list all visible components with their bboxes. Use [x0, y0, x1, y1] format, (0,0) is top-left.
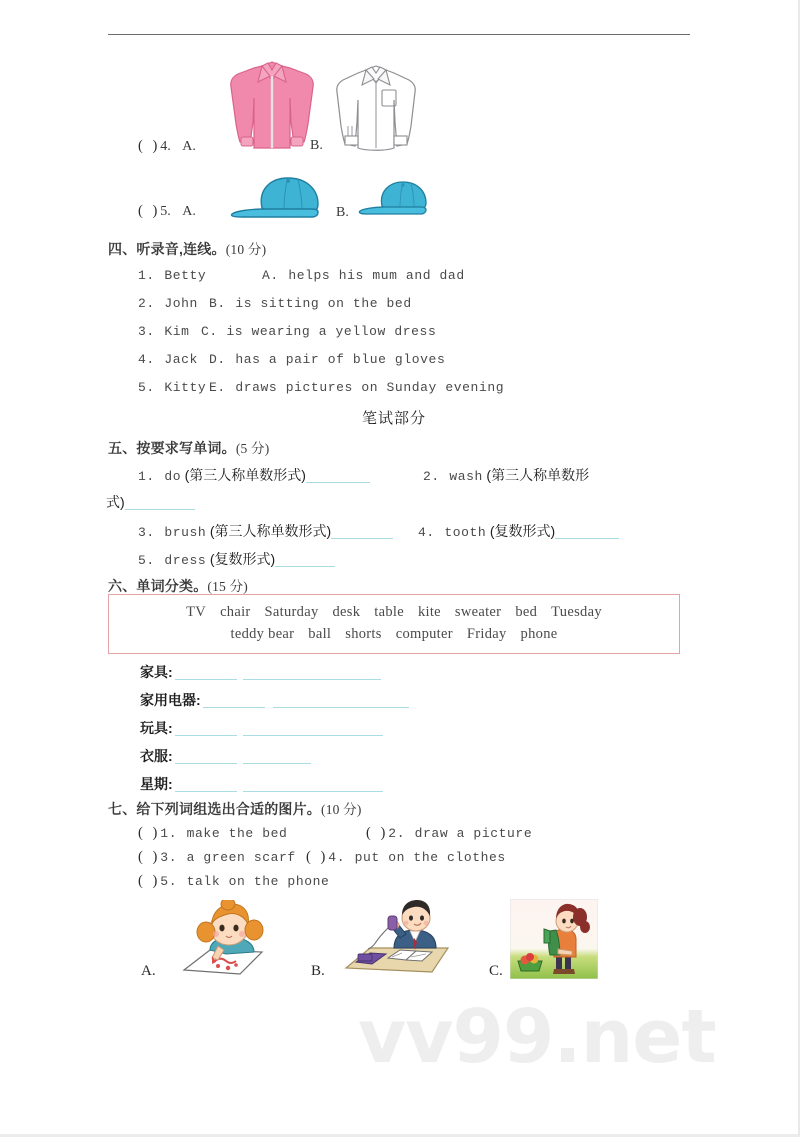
item-word: do	[164, 469, 182, 484]
section-5-item-1	[138, 465, 370, 485]
man-on-phone-at-desk-icon	[336, 898, 456, 978]
listening-q5-option-b-label[interactable]: B.	[336, 205, 349, 220]
answer-blank[interactable]	[331, 525, 393, 539]
answer-bracket[interactable]: ( )	[366, 825, 389, 841]
item-number: 5.	[160, 874, 178, 889]
listening-q5-number: 5.	[160, 204, 171, 219]
match-left-name[interactable]: John	[164, 296, 198, 311]
section-5-item-4	[418, 521, 619, 541]
word-bank-box	[108, 594, 680, 654]
match-right-letter[interactable]: B.	[209, 296, 226, 311]
answer-blank[interactable]	[175, 778, 237, 792]
item-hint: (第三人称单数形式)	[184, 467, 306, 483]
section-7-item-4	[306, 849, 506, 866]
pink-blouse-icon	[224, 52, 320, 156]
answer-blank[interactable]	[555, 525, 619, 539]
category-label: 家用电器:	[140, 692, 201, 708]
item-word: brush	[164, 525, 207, 540]
item-text[interactable]: make the bed	[186, 826, 288, 841]
section-7-title: 七、给下列词组选出合适的图片。	[108, 801, 321, 817]
category-appliances	[140, 690, 409, 710]
section-6-heading	[108, 575, 248, 596]
item-hint: (复数形式)	[209, 551, 276, 567]
match-left-number: 5.	[138, 380, 155, 395]
answer-blank[interactable]	[125, 496, 195, 510]
match-right-text[interactable]: draws pictures on Sunday evening	[235, 380, 505, 395]
section-4-heading	[108, 238, 266, 259]
category-label: 家具:	[140, 664, 173, 680]
answer-blank[interactable]	[243, 722, 383, 736]
listening-q4-option-b-label[interactable]: B.	[310, 138, 323, 153]
section-5-heading	[108, 437, 269, 458]
word-bank-word[interactable]: phone	[520, 626, 558, 642]
section-5-item-2-wrap	[106, 492, 195, 512]
item-hint-wrap: 式)	[106, 494, 125, 510]
match-left-number: 3.	[138, 324, 155, 339]
match-row	[138, 380, 206, 396]
section-5-item-3	[138, 521, 393, 541]
white-shirt-icon	[330, 56, 422, 156]
item-number: 1.	[160, 826, 178, 841]
word-bank-word[interactable]: shorts	[345, 626, 382, 642]
item-text[interactable]: a green scarf	[186, 850, 296, 865]
section-7-item-1	[138, 825, 287, 842]
answer-blank[interactable]	[175, 666, 237, 680]
match-left-name[interactable]: Jack	[164, 352, 198, 367]
section-5-item-2	[423, 465, 589, 485]
blue-cap-large-icon	[226, 172, 330, 220]
match-row	[138, 352, 198, 368]
header-divider	[108, 34, 690, 35]
answer-blank[interactable]	[243, 778, 383, 792]
item-number: 5.	[138, 553, 155, 568]
match-right-cell	[209, 380, 504, 396]
match-left-number: 2.	[138, 296, 155, 311]
answer-blank[interactable]	[243, 666, 381, 680]
section-7-item-5	[138, 873, 329, 890]
category-label: 衣服:	[140, 748, 173, 764]
match-right-letter[interactable]: A.	[262, 268, 279, 283]
picture-option-b-label[interactable]: B.	[311, 963, 325, 979]
match-left-name[interactable]: Kitty	[164, 380, 207, 395]
category-weekdays	[140, 774, 383, 794]
match-right-letter[interactable]: E.	[209, 380, 226, 395]
word-bank-word[interactable]: computer	[395, 626, 453, 642]
watermark: vv99.net	[358, 994, 716, 1080]
item-number: 2.	[423, 469, 440, 484]
section-4-score: (10 分)	[225, 242, 267, 257]
item-number: 4.	[328, 850, 346, 865]
item-number: 3.	[138, 525, 155, 540]
item-text[interactable]: draw a picture	[414, 826, 533, 841]
listening-q4-bracket[interactable]: ( )	[138, 138, 161, 154]
match-right-cell	[201, 324, 436, 340]
listening-q4-number: 4.	[160, 139, 171, 154]
answer-blank[interactable]	[273, 694, 409, 708]
match-row	[138, 296, 198, 312]
match-right-text[interactable]: is wearing a yellow dress	[226, 324, 437, 339]
answer-bracket[interactable]: ( )	[138, 873, 161, 889]
girl-drawing-picture-icon	[166, 900, 276, 978]
match-right-cell	[262, 268, 465, 284]
word-bank-word[interactable]: ball	[308, 626, 332, 642]
answer-blank[interactable]	[203, 694, 265, 708]
category-label: 玩具:	[140, 720, 173, 736]
word-bank-word[interactable]: teddy bear	[230, 626, 295, 642]
answer-bracket[interactable]: ( )	[138, 825, 161, 841]
section-5-item-5	[138, 549, 335, 569]
match-right-cell	[209, 352, 445, 368]
match-left-name[interactable]: Betty	[164, 268, 207, 283]
match-left-number: 1.	[138, 268, 155, 283]
listening-q5-row	[138, 203, 196, 220]
item-text[interactable]: put on the clothes	[354, 850, 506, 865]
written-part-title: 笔试部分	[361, 410, 426, 427]
section-4-title: 四、听录音,连线。	[108, 241, 226, 257]
answer-blank[interactable]	[275, 553, 335, 567]
word-bank-line-1	[109, 601, 679, 623]
item-word: tooth	[444, 525, 487, 540]
item-number: 4.	[418, 525, 435, 540]
match-row	[138, 324, 190, 340]
picture-option-c-label[interactable]: C.	[489, 963, 503, 979]
match-right-text[interactable]: helps his mum and dad	[288, 268, 465, 283]
category-label: 星期:	[140, 776, 173, 792]
match-right-cell	[209, 296, 412, 312]
listening-q5-option-a-label[interactable]: A.	[182, 204, 196, 219]
item-number: 3.	[160, 850, 178, 865]
word-bank-word[interactable]: desk	[332, 604, 361, 620]
answer-blank[interactable]	[243, 750, 311, 764]
match-right-letter[interactable]: D.	[209, 352, 226, 367]
blue-cap-small-icon	[356, 178, 434, 220]
answer-blank[interactable]	[175, 750, 237, 764]
word-bank-word[interactable]: TV	[186, 604, 207, 620]
listening-q4-option-a-label[interactable]: A.	[182, 139, 196, 154]
word-bank-word[interactable]: table	[374, 604, 404, 620]
item-word: dress	[164, 553, 207, 568]
category-toys	[140, 718, 383, 738]
match-row	[138, 268, 206, 284]
item-hint: (第三人称单数形	[486, 467, 590, 483]
section-5-score: (5 分)	[235, 441, 270, 456]
listening-q4-row	[138, 138, 196, 155]
answer-blank[interactable]	[306, 469, 370, 483]
word-bank-word[interactable]: bed	[515, 604, 538, 620]
answer-bracket[interactable]: ( )	[138, 849, 161, 865]
section-7-score: (10 分)	[321, 802, 362, 817]
category-clothes	[140, 746, 311, 766]
section-7-item-3	[138, 849, 296, 866]
item-hint: (第三人称单数形式)	[209, 523, 332, 539]
item-number: 1.	[138, 469, 155, 484]
answer-bracket[interactable]: ( )	[306, 849, 329, 865]
word-bank-word[interactable]: chair	[220, 604, 251, 620]
girl-putting-on-sweater-icon	[510, 899, 598, 979]
section-6-title: 六、单词分类。	[108, 578, 208, 594]
section-7-heading	[108, 798, 362, 819]
category-furniture	[140, 662, 381, 682]
item-number: 2.	[388, 826, 406, 841]
section-5-title: 五、按要求写单词。	[108, 440, 236, 456]
picture-option-a-label[interactable]: A.	[141, 963, 156, 979]
match-left-number: 4.	[138, 352, 155, 367]
word-bank-word[interactable]: sweater	[454, 604, 502, 620]
match-right-letter[interactable]: C.	[201, 324, 218, 339]
word-bank-word[interactable]: kite	[417, 604, 441, 620]
section-7-item-2	[366, 825, 532, 842]
item-hint: (复数形式)	[489, 523, 556, 539]
word-bank-word[interactable]: Friday	[466, 626, 507, 642]
word-bank-line-2	[109, 623, 679, 645]
word-bank-word[interactable]: Tuesday	[551, 604, 602, 620]
match-right-text[interactable]: is sitting on the bed	[235, 296, 412, 311]
word-bank-word[interactable]: Saturday	[264, 604, 319, 620]
match-right-text[interactable]: has a pair of blue gloves	[235, 352, 446, 367]
item-text[interactable]: talk on the phone	[186, 874, 330, 889]
section-6-score: (15 分)	[207, 579, 248, 594]
match-left-name[interactable]: Kim	[164, 324, 190, 339]
item-word: wash	[449, 469, 483, 484]
listening-q5-bracket[interactable]: ( )	[138, 203, 161, 219]
answer-blank[interactable]	[175, 722, 237, 736]
